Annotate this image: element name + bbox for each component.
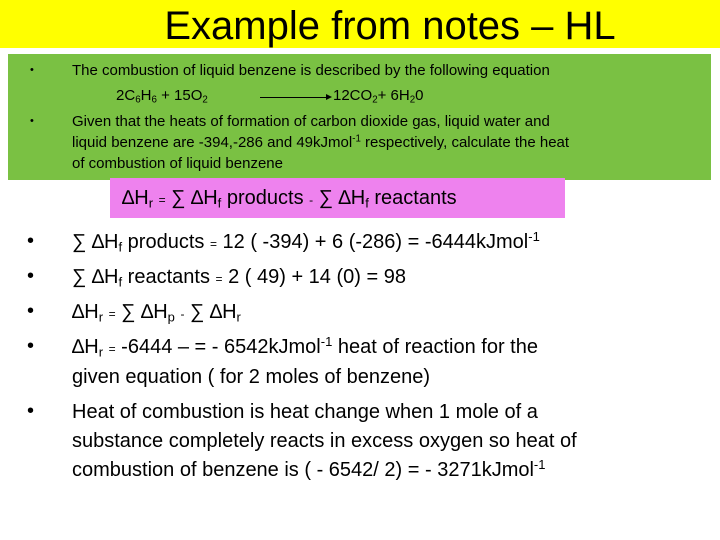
heat-of-reaction-line: $\Delta H_r = -6444$ – = - 6542kJmol$^{-1}$ heat of reaction for the	[72, 333, 538, 360]
products-sum-line: ∑ $\Delta H_f$ products = 12 ( -394) + 6 (-286) = -6444kJmol$^{-1}$	[72, 228, 540, 255]
bullet-icon: •	[27, 300, 35, 322]
bullet-icon: •	[27, 335, 35, 357]
bullet-icon: •	[27, 265, 35, 287]
question-line-1: Given that the heats of formation of carbon dioxide gas, liquid water and	[72, 113, 550, 130]
heat-of-reaction-line-2: given equation ( for 2 moles of benzene)	[72, 366, 430, 388]
bullet-icon: •	[27, 400, 35, 422]
reaction-arrow-head-icon	[326, 94, 332, 100]
bullet-icon: •	[27, 230, 35, 252]
heat-of-combustion-line-1: Heat of combustion is heat change when 1 mole of a	[72, 401, 538, 423]
question-intro: The combustion of liquid benzene is described by the following equation	[72, 62, 550, 79]
heat-of-combustion-line-3: combustion of benzene is ( - 6542/ 2) = - 3271kJmol$^{-1}$	[72, 456, 546, 481]
bullet-icon: •	[30, 64, 34, 76]
heat-of-combustion-line-2: substance completely reacts in excess oxygen so heat of	[72, 430, 577, 452]
enthalpy-formula-line: $\Delta H_r$ = ∑ $\Delta H_p$ - ∑ $\Delta H_r$	[72, 301, 241, 325]
reaction-arrow	[260, 97, 328, 98]
question-line-3: of combustion of liquid benzene	[72, 155, 283, 172]
combustion-equation-right: $12CO_2+ 6H_20$	[333, 87, 424, 106]
slide-title: Example from notes – HL	[164, 4, 616, 48]
bullet-icon: •	[30, 115, 34, 127]
hess-law-formula: $\Delta H_r$ = ∑ $\Delta H_f$ products - ∑ $\Delta H_f$ reactants	[122, 187, 457, 211]
combustion-equation-left: $2C_6H_6 + 15O_2$	[116, 87, 208, 106]
question-line-2: liquid benzene are -394,-286 and 49kJmol$^{-1}$ respectively, calculate the heat	[72, 133, 570, 151]
reactants-sum-line: ∑ $\Delta H_f$ reactants = 2 ( 49) + 14 (0) = 98	[72, 266, 406, 290]
